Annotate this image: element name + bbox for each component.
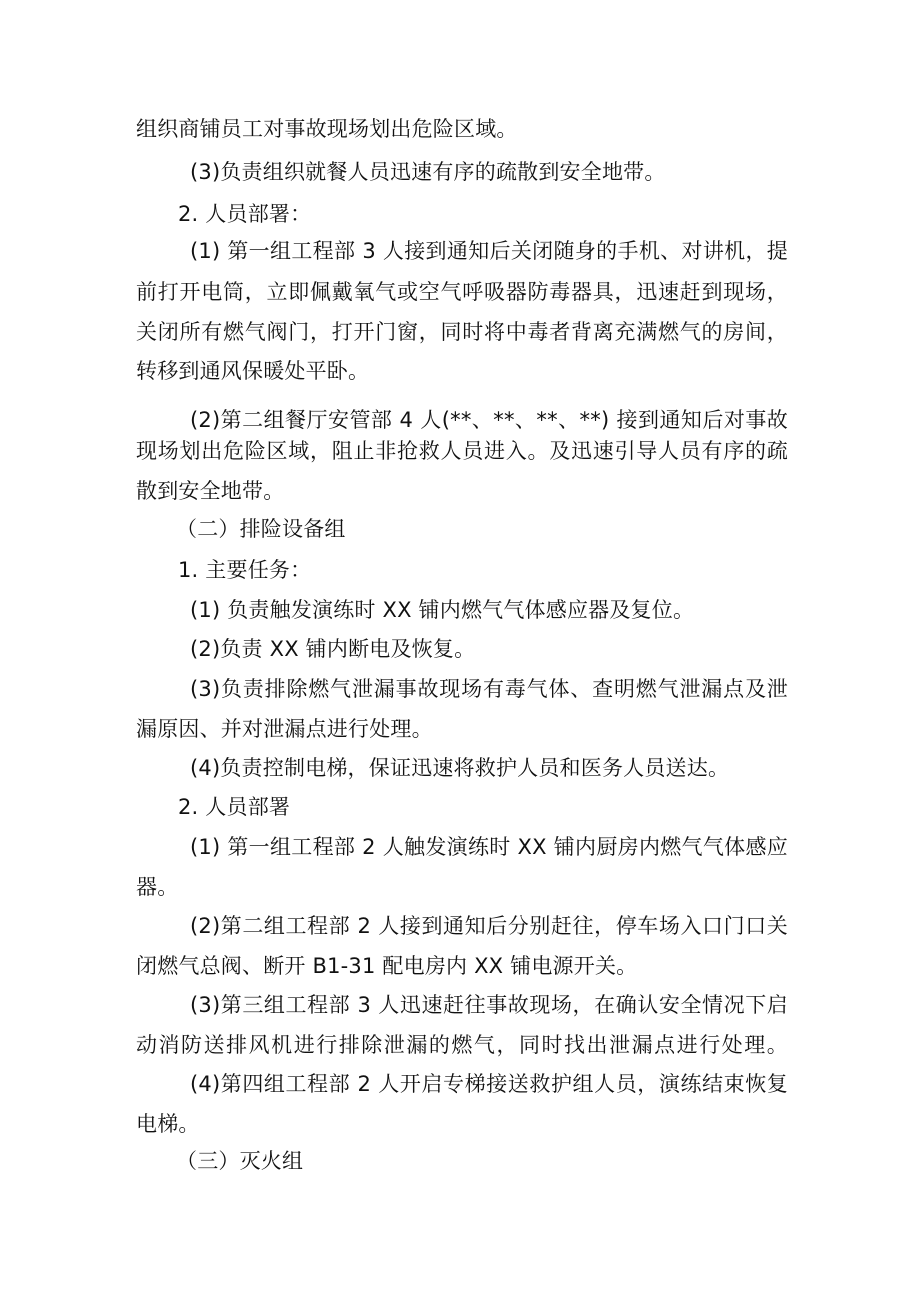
paragraph-line-20: 器。	[136, 875, 179, 899]
paragraph-line-22: 闭燃气总阀、断开 B1-31 配电房内 XX 铺电源开关。	[136, 954, 638, 978]
section-heading-personnel-2: 2. 人员部署	[178, 795, 291, 819]
paragraph-line-17: (4)负责控制电梯，保证迅速将救护人员和医务人员送达。	[190, 756, 730, 780]
paragraph-line-7: 转移到通风保暖处平卧。	[136, 359, 370, 383]
paragraph-line-16: 漏原因、并对泄漏点进行处理。	[136, 717, 433, 741]
paragraph-line-19: (1) 第一组工程部 2 人触发演练时 XX 铺内厨房内燃气气体感应	[190, 835, 788, 859]
paragraph-line-23: (3)第三组工程部 3 人迅速赶往事故现场，在确认安全情况下启	[190, 993, 788, 1017]
paragraph-line-1: 组织商铺员工对事故现场划出危险区域。	[136, 117, 518, 141]
section-heading-firefighting: （三）灭火组	[176, 1149, 304, 1173]
paragraph-line-10: 散到安全地带。	[136, 479, 285, 503]
paragraph-line-14: (2)负责 XX 铺内断电及恢复。	[190, 637, 476, 661]
paragraph-line-21: (2)第二组工程部 2 人接到通知后分别赶往，停车场入口门口关	[190, 914, 788, 938]
paragraph-line-13: (1) 负责触发演练时 XX 铺内燃气气体感应器及复位。	[190, 598, 695, 622]
paragraph-line-15: (3)负责排除燃气泄漏事故现场有毒气体、查明燃气泄漏点及泄	[190, 677, 788, 701]
paragraph-line-4: (1) 第一组工程部 3 人接到通知后关闭随身的手机、对讲机，提	[190, 239, 788, 263]
paragraph-line-5: 前打开电筒，立即佩戴氧气或空气呼吸器防毒器具，迅速赶到现场，	[136, 280, 788, 304]
paragraph-line-24: 动消防送排风机进行排除泄漏的燃气，同时找出泄漏点进行处理。	[136, 1033, 788, 1057]
section-heading-tasks: 1. 主要任务：	[178, 558, 312, 582]
paragraph-line-9: 现场划出危险区域，阻止非抢救人员进入。及迅速引导人员有序的疏	[136, 439, 788, 463]
section-heading-personnel: 2. 人员部署：	[178, 202, 312, 226]
paragraph-line-26: 电梯。	[136, 1112, 200, 1136]
paragraph-line-6: 关闭所有燃气阀门，打开门窗，同时将中毒者背离充满燃气的房间，	[136, 320, 788, 344]
paragraph-line-2: (3)负责组织就餐人员迅速有序的疏散到安全地带。	[190, 160, 666, 184]
paragraph-line-8: (2)第二组餐厅安管部 4 人(**、**、**、**) 接到通知后对事故	[190, 408, 788, 432]
paragraph-line-25: (4)第四组工程部 2 人开启专梯接送救护组人员，演练结束恢复	[190, 1072, 788, 1096]
section-heading-equipment: （二）排险设备组	[176, 517, 346, 541]
